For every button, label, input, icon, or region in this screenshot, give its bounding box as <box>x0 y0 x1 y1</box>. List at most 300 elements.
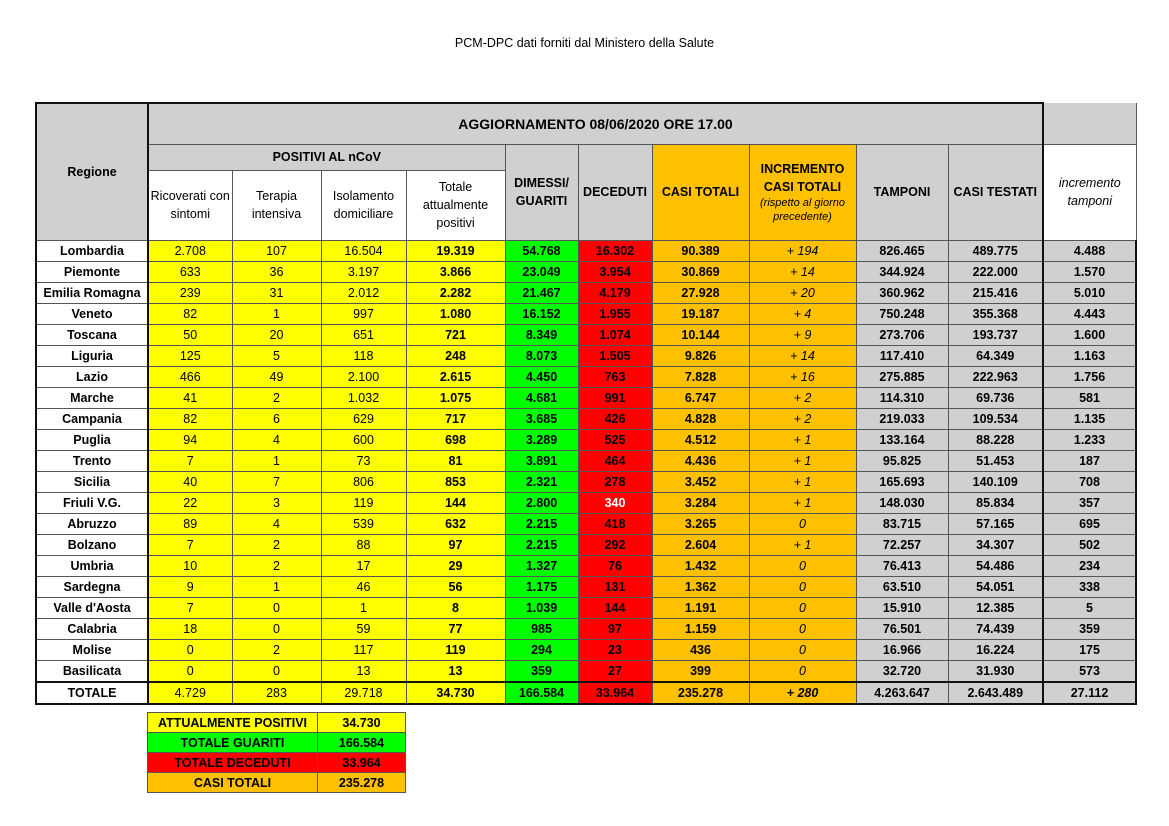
cell-ricoverati: 0 <box>148 639 232 660</box>
header-dimessi: DIMESSI/ GUARITI <box>505 144 578 240</box>
cell-totale-positivi: 13 <box>406 660 505 682</box>
cell-terapia: 107 <box>232 240 321 261</box>
cell-regione: Calabria <box>36 618 148 639</box>
cell-tamponi: 4.263.647 <box>856 682 948 704</box>
cell-casi-totali: 9.826 <box>652 345 749 366</box>
header-incremento <box>749 144 856 240</box>
cell-deceduti: 1.074 <box>578 324 652 345</box>
cell-incremento-tamponi: 1.163 <box>1043 345 1136 366</box>
cell-incremento-tamponi: 5.010 <box>1043 282 1136 303</box>
cell-terapia: 2 <box>232 639 321 660</box>
cell-incremento-tamponi: 695 <box>1043 513 1136 534</box>
table-row <box>36 345 1136 366</box>
cell-totale-positivi: 56 <box>406 576 505 597</box>
cell-isolamento: 997 <box>321 303 406 324</box>
cell-totale-positivi: 1.080 <box>406 303 505 324</box>
table-row <box>36 513 1136 534</box>
cell-casi-totali: 3.265 <box>652 513 749 534</box>
cell-incremento-tamponi: 359 <box>1043 618 1136 639</box>
cell-incremento-tamponi: 187 <box>1043 450 1136 471</box>
summary-label: CASI TOTALI <box>148 773 318 793</box>
cell-deceduti: 418 <box>578 513 652 534</box>
cell-incremento: + 16 <box>749 366 856 387</box>
cell-deceduti: 23 <box>578 639 652 660</box>
header-deceduti: DECEDUTI <box>578 144 652 240</box>
cell-casi-testati: 51.453 <box>948 450 1043 471</box>
cell-casi-testati: 54.486 <box>948 555 1043 576</box>
summary-row <box>148 713 406 733</box>
cell-casi-testati: 64.349 <box>948 345 1043 366</box>
cell-deceduti: 426 <box>578 408 652 429</box>
cell-tamponi: 273.706 <box>856 324 948 345</box>
cell-casi-totali: 27.928 <box>652 282 749 303</box>
cell-incremento: 0 <box>749 597 856 618</box>
cell-ricoverati: 466 <box>148 366 232 387</box>
cell-casi-totali: 4.436 <box>652 450 749 471</box>
cell-dimessi: 294 <box>505 639 578 660</box>
cell-incremento-tamponi: 1.233 <box>1043 429 1136 450</box>
cell-isolamento: 46 <box>321 576 406 597</box>
cell-casi-testati: 57.165 <box>948 513 1043 534</box>
cell-dimessi: 21.467 <box>505 282 578 303</box>
cell-casi-totali: 399 <box>652 660 749 682</box>
cell-regione: Liguria <box>36 345 148 366</box>
cell-terapia: 6 <box>232 408 321 429</box>
table-row <box>36 282 1136 303</box>
cell-tamponi: 360.962 <box>856 282 948 303</box>
table-row <box>36 366 1136 387</box>
cell-tamponi: 344.924 <box>856 261 948 282</box>
summary-value: 235.278 <box>318 773 406 793</box>
cell-incremento: 0 <box>749 618 856 639</box>
cell-incremento-tamponi: 581 <box>1043 387 1136 408</box>
cell-deceduti: 144 <box>578 597 652 618</box>
cell-casi-totali: 1.159 <box>652 618 749 639</box>
cell-totale-positivi: 2.282 <box>406 282 505 303</box>
cell-incremento-tamponi: 27.112 <box>1043 682 1136 704</box>
cell-terapia: 2 <box>232 387 321 408</box>
cell-casi-totali: 1.191 <box>652 597 749 618</box>
summary-row <box>148 773 406 793</box>
cell-casi-testati: 31.930 <box>948 660 1043 682</box>
cell-dimessi: 985 <box>505 618 578 639</box>
cell-incremento: + 4 <box>749 303 856 324</box>
cell-incremento: + 1 <box>749 450 856 471</box>
cell-totale-positivi: 29 <box>406 555 505 576</box>
cell-regione: Friuli V.G. <box>36 492 148 513</box>
cell-incremento-tamponi: 175 <box>1043 639 1136 660</box>
cell-ricoverati: 9 <box>148 576 232 597</box>
cell-totale-positivi: 119 <box>406 639 505 660</box>
cell-dimessi: 2.800 <box>505 492 578 513</box>
cell-regione: Lazio <box>36 366 148 387</box>
header-casi-totali: CASI TOTALI <box>652 144 749 240</box>
cell-totale-positivi: 8 <box>406 597 505 618</box>
cell-totale-positivi: 1.075 <box>406 387 505 408</box>
cell-dimessi: 1.039 <box>505 597 578 618</box>
cell-regione: Lombardia <box>36 240 148 261</box>
cell-casi-testati: 355.368 <box>948 303 1043 324</box>
cell-regione: Sardegna <box>36 576 148 597</box>
cell-dimessi: 16.152 <box>505 303 578 324</box>
cell-deceduti: 27 <box>578 660 652 682</box>
cell-incremento: + 2 <box>749 387 856 408</box>
cell-incremento-tamponi: 5 <box>1043 597 1136 618</box>
cell-ricoverati: 41 <box>148 387 232 408</box>
cell-totale-positivi: 144 <box>406 492 505 513</box>
cell-ricoverati: 82 <box>148 408 232 429</box>
cell-dimessi: 359 <box>505 660 578 682</box>
table-row <box>36 639 1136 660</box>
cell-regione: Basilicata <box>36 660 148 682</box>
cell-tamponi: 76.501 <box>856 618 948 639</box>
cell-incremento-tamponi: 1.135 <box>1043 408 1136 429</box>
cell-casi-testati: 54.051 <box>948 576 1043 597</box>
table-row <box>36 261 1136 282</box>
cell-casi-testati: 109.534 <box>948 408 1043 429</box>
cell-incremento: 0 <box>749 513 856 534</box>
cell-tamponi: 76.413 <box>856 555 948 576</box>
cell-regione: Molise <box>36 639 148 660</box>
cell-regione: Piemonte <box>36 261 148 282</box>
cell-casi-testati: 140.109 <box>948 471 1043 492</box>
summary-row <box>148 753 406 773</box>
cell-deceduti: 131 <box>578 576 652 597</box>
cell-isolamento: 629 <box>321 408 406 429</box>
cell-incremento: 0 <box>749 660 856 682</box>
cell-incremento: + 280 <box>749 682 856 704</box>
cell-dimessi: 2.215 <box>505 513 578 534</box>
cell-totale-positivi: 717 <box>406 408 505 429</box>
cell-incremento: + 9 <box>749 324 856 345</box>
cell-tamponi: 15.910 <box>856 597 948 618</box>
table-row <box>36 576 1136 597</box>
cell-totale-positivi: 632 <box>406 513 505 534</box>
cell-terapia: 283 <box>232 682 321 704</box>
cell-isolamento: 3.197 <box>321 261 406 282</box>
table-row <box>36 492 1136 513</box>
cell-tamponi: 117.410 <box>856 345 948 366</box>
cell-regione: Toscana <box>36 324 148 345</box>
cell-terapia: 7 <box>232 471 321 492</box>
cell-ricoverati: 82 <box>148 303 232 324</box>
cell-tamponi: 95.825 <box>856 450 948 471</box>
cell-totale-positivi: 698 <box>406 429 505 450</box>
header-blank <box>1043 103 1136 144</box>
cell-tamponi: 114.310 <box>856 387 948 408</box>
cell-isolamento: 1.032 <box>321 387 406 408</box>
cell-dimessi: 3.289 <box>505 429 578 450</box>
cell-regione: Trento <box>36 450 148 471</box>
cell-isolamento: 118 <box>321 345 406 366</box>
cell-ricoverati: 94 <box>148 429 232 450</box>
cell-totale-positivi: 248 <box>406 345 505 366</box>
cell-tamponi: 83.715 <box>856 513 948 534</box>
cell-terapia: 1 <box>232 576 321 597</box>
cell-isolamento: 539 <box>321 513 406 534</box>
cell-totale-positivi: 81 <box>406 450 505 471</box>
cell-tamponi: 148.030 <box>856 492 948 513</box>
cell-tamponi: 750.248 <box>856 303 948 324</box>
cell-tamponi: 133.164 <box>856 429 948 450</box>
cell-casi-totali: 30.869 <box>652 261 749 282</box>
cell-regione: Bolzano <box>36 534 148 555</box>
cell-isolamento: 13 <box>321 660 406 682</box>
cell-ricoverati: 89 <box>148 513 232 534</box>
cell-incremento: 0 <box>749 576 856 597</box>
cell-incremento-tamponi: 4.488 <box>1043 240 1136 261</box>
cell-tamponi: 165.693 <box>856 471 948 492</box>
cell-terapia: 4 <box>232 429 321 450</box>
cell-ricoverati: 239 <box>148 282 232 303</box>
cell-dimessi: 3.891 <box>505 450 578 471</box>
cell-casi-testati: 222.963 <box>948 366 1043 387</box>
cell-deceduti: 76 <box>578 555 652 576</box>
cell-tamponi: 275.885 <box>856 366 948 387</box>
cell-isolamento: 29.718 <box>321 682 406 704</box>
cell-casi-totali: 6.747 <box>652 387 749 408</box>
summary-label: ATTUALMENTE POSITIVI <box>148 713 318 733</box>
table-row <box>36 660 1136 682</box>
summary-table <box>147 712 406 793</box>
cell-incremento: + 14 <box>749 261 856 282</box>
summary-label: TOTALE GUARITI <box>148 733 318 753</box>
header-tamponi: TAMPONI <box>856 144 948 240</box>
cell-isolamento: 1 <box>321 597 406 618</box>
cell-incremento: + 1 <box>749 492 856 513</box>
cell-casi-testati: 69.736 <box>948 387 1043 408</box>
cell-casi-totali: 436 <box>652 639 749 660</box>
cell-totale-positivi: 97 <box>406 534 505 555</box>
cell-dimessi: 1.175 <box>505 576 578 597</box>
cell-incremento-tamponi: 338 <box>1043 576 1136 597</box>
cell-incremento-tamponi: 1.570 <box>1043 261 1136 282</box>
cell-isolamento: 16.504 <box>321 240 406 261</box>
cell-ricoverati: 50 <box>148 324 232 345</box>
cell-incremento-tamponi: 4.443 <box>1043 303 1136 324</box>
cell-tamponi: 16.966 <box>856 639 948 660</box>
cell-casi-totali: 3.452 <box>652 471 749 492</box>
cell-ricoverati: 2.708 <box>148 240 232 261</box>
cell-casi-totali: 1.362 <box>652 576 749 597</box>
cell-dimessi: 4.681 <box>505 387 578 408</box>
cell-dimessi: 4.450 <box>505 366 578 387</box>
cell-ricoverati: 7 <box>148 450 232 471</box>
cell-dimessi: 8.073 <box>505 345 578 366</box>
cell-incremento-tamponi: 573 <box>1043 660 1136 682</box>
cell-totale-positivi: 19.319 <box>406 240 505 261</box>
cell-incremento-tamponi: 234 <box>1043 555 1136 576</box>
cell-deceduti: 763 <box>578 366 652 387</box>
cell-deceduti: 97 <box>578 618 652 639</box>
table-body <box>36 240 1136 704</box>
cell-deceduti: 525 <box>578 429 652 450</box>
cell-deceduti: 340 <box>578 492 652 513</box>
cell-isolamento: 59 <box>321 618 406 639</box>
cell-regione: Sicilia <box>36 471 148 492</box>
cell-incremento: + 1 <box>749 429 856 450</box>
cell-isolamento: 17 <box>321 555 406 576</box>
cell-isolamento: 2.100 <box>321 366 406 387</box>
cell-totale-positivi: 853 <box>406 471 505 492</box>
cell-casi-totali: 4.512 <box>652 429 749 450</box>
cell-ricoverati: 22 <box>148 492 232 513</box>
cell-casi-totali: 90.389 <box>652 240 749 261</box>
summary-value: 166.584 <box>318 733 406 753</box>
cell-casi-testati: 193.737 <box>948 324 1043 345</box>
cell-casi-totali: 1.432 <box>652 555 749 576</box>
cell-dimessi: 166.584 <box>505 682 578 704</box>
cell-ricoverati: 10 <box>148 555 232 576</box>
cell-casi-totali: 10.144 <box>652 324 749 345</box>
cell-regione: Valle d'Aosta <box>36 597 148 618</box>
cell-terapia: 49 <box>232 366 321 387</box>
cell-incremento: + 14 <box>749 345 856 366</box>
table-row <box>36 597 1136 618</box>
cell-regione: Emilia Romagna <box>36 282 148 303</box>
covid-data-table <box>35 102 1137 705</box>
table-row <box>36 618 1136 639</box>
cell-incremento-tamponi: 357 <box>1043 492 1136 513</box>
cell-regione: Umbria <box>36 555 148 576</box>
cell-totale-positivi: 77 <box>406 618 505 639</box>
header-terapia: Terapia intensiva <box>232 170 321 240</box>
cell-deceduti: 1.505 <box>578 345 652 366</box>
cell-isolamento: 651 <box>321 324 406 345</box>
total-row <box>36 682 1136 704</box>
cell-deceduti: 278 <box>578 471 652 492</box>
cell-isolamento: 119 <box>321 492 406 513</box>
cell-incremento-tamponi: 708 <box>1043 471 1136 492</box>
cell-incremento: + 194 <box>749 240 856 261</box>
cell-terapia: 20 <box>232 324 321 345</box>
cell-terapia: 31 <box>232 282 321 303</box>
cell-tamponi: 219.033 <box>856 408 948 429</box>
cell-terapia: 2 <box>232 534 321 555</box>
cell-regione: Puglia <box>36 429 148 450</box>
cell-casi-testati: 85.834 <box>948 492 1043 513</box>
cell-ricoverati: 7 <box>148 534 232 555</box>
cell-ricoverati: 0 <box>148 660 232 682</box>
cell-terapia: 1 <box>232 450 321 471</box>
cell-tamponi: 32.720 <box>856 660 948 682</box>
cell-ricoverati: 7 <box>148 597 232 618</box>
header-isolamento: Isolamento domiciliare <box>321 170 406 240</box>
summary-value: 33.964 <box>318 753 406 773</box>
cell-isolamento: 88 <box>321 534 406 555</box>
table-row <box>36 303 1136 324</box>
cell-ricoverati: 4.729 <box>148 682 232 704</box>
table-row <box>36 471 1136 492</box>
cell-deceduti: 464 <box>578 450 652 471</box>
cell-casi-totali: 3.284 <box>652 492 749 513</box>
cell-casi-testati: 74.439 <box>948 618 1043 639</box>
table-row <box>36 429 1136 450</box>
cell-incremento-tamponi: 502 <box>1043 534 1136 555</box>
cell-regione: Veneto <box>36 303 148 324</box>
cell-casi-totali: 235.278 <box>652 682 749 704</box>
cell-regione: Marche <box>36 387 148 408</box>
cell-casi-testati: 16.224 <box>948 639 1043 660</box>
cell-incremento-tamponi: 1.600 <box>1043 324 1136 345</box>
cell-casi-testati: 222.000 <box>948 261 1043 282</box>
cell-terapia: 4 <box>232 513 321 534</box>
cell-ricoverati: 18 <box>148 618 232 639</box>
cell-casi-testati: 34.307 <box>948 534 1043 555</box>
cell-tamponi: 826.465 <box>856 240 948 261</box>
cell-regione: Campania <box>36 408 148 429</box>
cell-casi-totali: 7.828 <box>652 366 749 387</box>
cell-casi-testati: 2.643.489 <box>948 682 1043 704</box>
header-ricoverati: Ricoverati con sintomi <box>148 170 232 240</box>
cell-incremento: + 1 <box>749 534 856 555</box>
summary-value: 34.730 <box>318 713 406 733</box>
header-incremento-tamponi: incremento tamponi <box>1043 144 1136 240</box>
cell-ricoverati: 633 <box>148 261 232 282</box>
cell-deceduti: 991 <box>578 387 652 408</box>
cell-dimessi: 1.327 <box>505 555 578 576</box>
cell-casi-testati: 12.385 <box>948 597 1043 618</box>
summary-row <box>148 733 406 753</box>
cell-casi-totali: 19.187 <box>652 303 749 324</box>
cell-isolamento: 73 <box>321 450 406 471</box>
cell-dimessi: 8.349 <box>505 324 578 345</box>
cell-incremento: + 1 <box>749 471 856 492</box>
table-row <box>36 324 1136 345</box>
header-incremento-label: INCREMENTO CASI TOTALI <box>760 162 845 194</box>
cell-deceduti: 33.964 <box>578 682 652 704</box>
table-row <box>36 450 1136 471</box>
cell-incremento: 0 <box>749 639 856 660</box>
table-row <box>36 555 1136 576</box>
header-totale-positivi: Totale attualmente positivi <box>406 170 505 240</box>
cell-ricoverati: 40 <box>148 471 232 492</box>
cell-incremento: 0 <box>749 555 856 576</box>
cell-isolamento: 600 <box>321 429 406 450</box>
header-update: AGGIORNAMENTO 08/06/2020 ORE 17.00 <box>148 103 1043 144</box>
cell-casi-totali: 2.604 <box>652 534 749 555</box>
cell-terapia: 0 <box>232 618 321 639</box>
cell-terapia: 36 <box>232 261 321 282</box>
cell-terapia: 0 <box>232 660 321 682</box>
header-casi-testati: CASI TESTATI <box>948 144 1043 240</box>
cell-isolamento: 117 <box>321 639 406 660</box>
cell-incremento-tamponi: 1.756 <box>1043 366 1136 387</box>
table-row <box>36 534 1136 555</box>
cell-tamponi: 72.257 <box>856 534 948 555</box>
cell-casi-totali: 4.828 <box>652 408 749 429</box>
cell-terapia: 1 <box>232 303 321 324</box>
table-row <box>36 240 1136 261</box>
cell-dimessi: 3.685 <box>505 408 578 429</box>
cell-totale-positivi: 2.615 <box>406 366 505 387</box>
cell-terapia: 0 <box>232 597 321 618</box>
cell-regione: TOTALE <box>36 682 148 704</box>
header-regione: Regione <box>36 103 148 240</box>
cell-dimessi: 23.049 <box>505 261 578 282</box>
cell-regione: Abruzzo <box>36 513 148 534</box>
table-row <box>36 408 1136 429</box>
cell-incremento: + 20 <box>749 282 856 303</box>
cell-totale-positivi: 34.730 <box>406 682 505 704</box>
summary-label: TOTALE DECEDUTI <box>148 753 318 773</box>
cell-totale-positivi: 721 <box>406 324 505 345</box>
cell-deceduti: 3.954 <box>578 261 652 282</box>
cell-dimessi: 2.321 <box>505 471 578 492</box>
cell-deceduti: 16.302 <box>578 240 652 261</box>
cell-casi-testati: 88.228 <box>948 429 1043 450</box>
cell-terapia: 5 <box>232 345 321 366</box>
